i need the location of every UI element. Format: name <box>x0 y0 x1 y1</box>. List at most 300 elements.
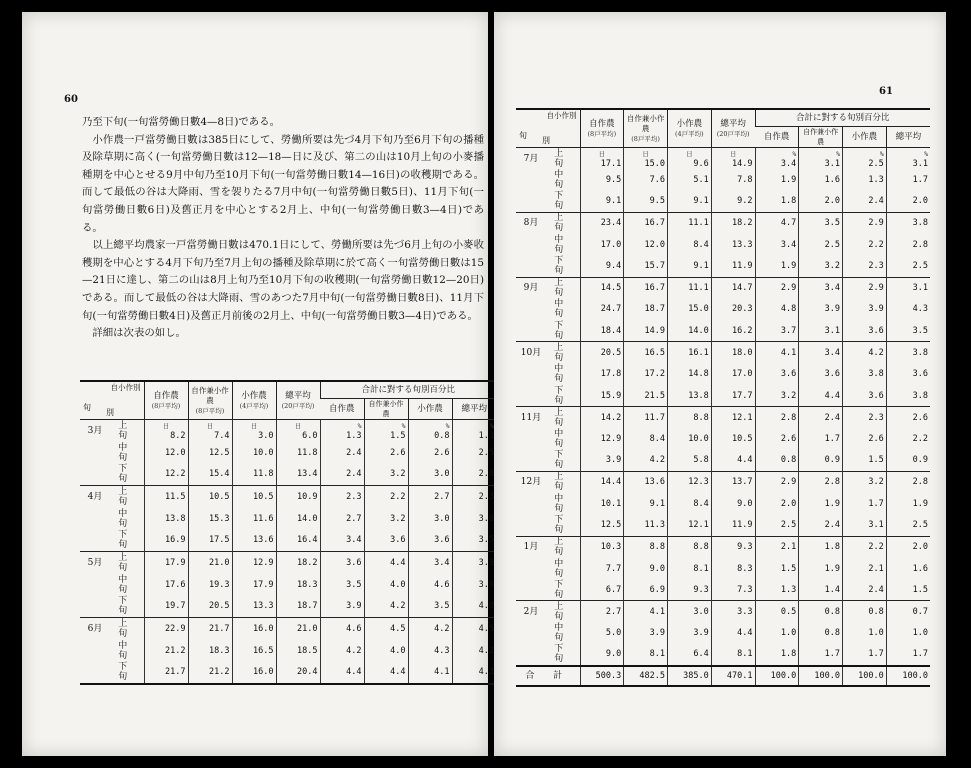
days-cell: 23.4 <box>580 212 624 234</box>
percent-cell: 2.3 <box>843 255 887 277</box>
percent-cell: 3.4 <box>799 277 843 299</box>
month-label <box>516 493 546 515</box>
xun-label: 中 旬 <box>118 640 136 661</box>
percent-cell: 2.0 <box>755 493 799 515</box>
percent-cell: 4.6 <box>320 618 364 640</box>
days-cell: 18.2 <box>276 552 320 574</box>
days-cell: 21.7 <box>144 662 188 684</box>
pct-header-avg: 總平均 <box>886 127 930 148</box>
days-cell: 7.8 <box>711 169 755 191</box>
xun-label: 下 旬 <box>554 450 572 471</box>
pct-header-kosaku: 小作農 <box>843 127 887 148</box>
xun-label: 中 旬 <box>118 442 136 463</box>
days-cell: 16.5 <box>232 640 276 662</box>
xun-label: 上 旬 <box>546 601 580 623</box>
days-cell: 10.0 <box>668 428 712 450</box>
percent-cell: % 0.8 <box>408 420 452 442</box>
xun-label: 下 旬 <box>554 385 572 406</box>
percent-cell: 1.3 <box>843 169 887 191</box>
total-days-cell: 470.1 <box>711 666 755 686</box>
days-cell: 9.4 <box>580 255 624 277</box>
percent-cell: 1.7 <box>886 169 930 191</box>
days-cell: 17.6 <box>144 574 188 596</box>
percent-cell: 2.7 <box>320 508 364 530</box>
percent-cell: 4.2 <box>320 640 364 662</box>
days-cell: 9.1 <box>668 191 712 213</box>
total-days-cell: 500.3 <box>580 666 624 686</box>
percent-cell: 4.2 <box>452 640 496 662</box>
percent-cell: 1.7 <box>799 644 843 666</box>
percent-cell: 2.1 <box>843 558 887 580</box>
days-cell: 4.2 <box>624 450 668 472</box>
days-cell: 15.4 <box>188 464 232 486</box>
table-row <box>516 536 930 558</box>
table-row <box>80 618 496 640</box>
days-cell: 13.3 <box>232 596 276 618</box>
days-cell: 17.5 <box>188 530 232 552</box>
table-row <box>516 191 930 213</box>
days-cell: 10.3 <box>580 536 624 558</box>
month-label <box>80 662 110 684</box>
days-cell: 9.0 <box>711 493 755 515</box>
table-row <box>516 493 930 515</box>
percent-cell: 3.5 <box>320 574 364 596</box>
percent-cell: 2.4 <box>320 442 364 464</box>
table-corner-header: 自小作別 旬 別 <box>80 381 144 420</box>
days-cell: 8.4 <box>624 428 668 450</box>
days-cell: 8.4 <box>668 493 712 515</box>
percent-cell: 2.6 <box>755 428 799 450</box>
days-cell: 日 14.9 <box>711 148 755 170</box>
month-label: 10月 <box>516 342 546 364</box>
table-row <box>80 640 496 662</box>
table-row <box>80 552 496 574</box>
xun-label: 上 旬 <box>118 420 136 441</box>
days-cell: 7.7 <box>580 558 624 580</box>
days-cell: 12.1 <box>711 407 755 429</box>
percent-cell: 3.9 <box>452 552 496 574</box>
percent-cell: 4.4 <box>320 662 364 684</box>
percent-cell: 2.6 <box>364 442 408 464</box>
body-text <box>82 114 484 343</box>
days-cell: 9.0 <box>580 644 624 666</box>
xun-label: 上 旬 <box>546 342 580 364</box>
month-label <box>80 596 110 618</box>
percent-cell: 3.5 <box>799 212 843 234</box>
percent-cell: 3.2 <box>755 385 799 407</box>
percent-cell: 2.4 <box>843 579 887 601</box>
days-cell: 21.0 <box>188 552 232 574</box>
days-cell: 14.9 <box>624 320 668 342</box>
days-cell: 10.5 <box>711 428 755 450</box>
table-row <box>516 255 930 277</box>
days-cell: 9.3 <box>711 536 755 558</box>
percent-cell: 2.9 <box>843 277 887 299</box>
percent-cell: 4.0 <box>364 640 408 662</box>
days-cell: 3.9 <box>624 623 668 645</box>
percent-cell: 2.6 <box>843 428 887 450</box>
days-cell: 17.9 <box>144 552 188 574</box>
days-cell: 10.1 <box>580 493 624 515</box>
page-number: 60 <box>64 94 78 105</box>
days-cell: 14.5 <box>580 277 624 299</box>
xun-label: 中 旬 <box>118 508 136 529</box>
table-row <box>80 486 496 508</box>
percent-cell: 1.3 <box>755 579 799 601</box>
days-cell: 2.7 <box>580 601 624 623</box>
days-cell: 12.1 <box>668 515 712 537</box>
days-cell: 12.5 <box>580 515 624 537</box>
days-cell: 20.5 <box>580 342 624 364</box>
days-cell: 3.9 <box>668 623 712 645</box>
days-cell: 16.7 <box>624 212 668 234</box>
days-cell: 日 6.0 <box>276 420 320 442</box>
percent-cell: 4.3 <box>886 299 930 321</box>
table-row <box>80 464 496 486</box>
month-label: 11月 <box>516 407 546 429</box>
percent-cell: 3.6 <box>886 363 930 385</box>
month-label <box>516 234 546 256</box>
percent-cell: 3.8 <box>886 212 930 234</box>
days-cell: 22.9 <box>144 618 188 640</box>
days-cell: 9.5 <box>580 169 624 191</box>
xun-label: 下 旬 <box>554 515 572 536</box>
month-label <box>516 515 546 537</box>
col-header-kosaku: 小作農 (4戸平均) <box>668 109 712 148</box>
days-cell: 9.1 <box>624 493 668 515</box>
percent-cell: 1.6 <box>886 558 930 580</box>
percent-cell: 3.4 <box>755 234 799 256</box>
days-cell: 12.9 <box>580 428 624 450</box>
month-label <box>80 530 110 552</box>
percent-cell: 4.1 <box>755 342 799 364</box>
pct-header-jikenko: 自作兼小作農 <box>799 127 843 148</box>
xun-label: 下 旬 <box>118 662 136 682</box>
days-cell: 19.7 <box>144 596 188 618</box>
percent-cell: 4.8 <box>755 299 799 321</box>
days-cell: 13.3 <box>711 234 755 256</box>
percent-cell: 2.5 <box>886 515 930 537</box>
percent-cell: 2.5 <box>755 515 799 537</box>
percent-cell: 1.9 <box>799 558 843 580</box>
month-label <box>80 442 110 464</box>
percent-cell: 2.4 <box>320 464 364 486</box>
total-days-cell: 385.0 <box>668 666 712 686</box>
col-header-jikenko: 自作兼小作農 (8戸平均) <box>188 381 232 420</box>
xun-label: 中 旬 <box>554 299 572 320</box>
xun-label: 上 旬 <box>110 552 144 574</box>
month-label <box>516 558 546 580</box>
percent-cell: % 3.1 <box>886 148 930 170</box>
table-row <box>516 320 930 342</box>
page-number: 61 <box>879 86 893 97</box>
percent-cell: 1.0 <box>755 623 799 645</box>
days-cell: 21.2 <box>188 662 232 684</box>
days-cell: 24.7 <box>580 299 624 321</box>
paragraph: 詳細は次表の如し。 <box>92 327 186 340</box>
percent-cell: 1.9 <box>755 169 799 191</box>
days-cell: 11.1 <box>668 277 712 299</box>
table-row <box>516 212 930 234</box>
table-row <box>516 601 930 623</box>
pct-header-kosaku: 小作農 <box>408 399 452 420</box>
days-cell: 14.0 <box>276 508 320 530</box>
pct-header-jikenko: 自作兼小作農 <box>364 399 408 420</box>
percent-cell: 2.1 <box>755 536 799 558</box>
pct-header-avg: 總平均 <box>452 399 496 420</box>
xun-label: 下 旬 <box>554 320 572 341</box>
days-cell: 3.9 <box>580 450 624 472</box>
days-cell: 8.8 <box>668 536 712 558</box>
days-cell: 18.3 <box>188 640 232 662</box>
percent-cell: % 1.3 <box>452 420 496 442</box>
table-row <box>516 515 930 537</box>
percent-cell: 0.5 <box>755 601 799 623</box>
days-cell: 10.5 <box>232 486 276 508</box>
month-label: 1月 <box>516 536 546 558</box>
month-label <box>516 644 546 666</box>
table-row <box>516 169 930 191</box>
percent-cell: 3.1 <box>886 277 930 299</box>
days-cell: 13.4 <box>276 464 320 486</box>
total-percent-cell: 100.0 <box>755 666 799 686</box>
percent-cell: 4.4 <box>364 662 408 684</box>
month-label <box>516 450 546 472</box>
percent-cell: 3.6 <box>799 363 843 385</box>
percent-cell: 4.3 <box>452 662 496 684</box>
xun-label: 下 旬 <box>118 596 136 617</box>
month-label <box>516 579 546 601</box>
pct-header-jisaku: 自作農 <box>320 399 364 420</box>
month-label: 3月 <box>87 425 103 436</box>
percent-cell: 2.0 <box>886 536 930 558</box>
percent-cell: 2.2 <box>364 486 408 508</box>
days-cell: 18.3 <box>276 574 320 596</box>
percent-cell: 2.3 <box>452 486 496 508</box>
table-row <box>516 342 930 364</box>
percent-cell: 3.2 <box>843 471 887 493</box>
total-label: 合 計 <box>516 666 580 686</box>
table-row <box>80 596 496 618</box>
percent-cell: 3.5 <box>408 596 452 618</box>
percent-cell: 2.2 <box>843 234 887 256</box>
month-label: 9月 <box>516 277 546 299</box>
percent-cell: % 1.3 <box>320 420 364 442</box>
percent-cell: 1.9 <box>799 493 843 515</box>
table-row <box>516 558 930 580</box>
days-cell: 21.0 <box>276 618 320 640</box>
days-cell: 19.3 <box>188 574 232 596</box>
days-cell: 7.6 <box>624 169 668 191</box>
days-cell: 14.7 <box>711 277 755 299</box>
days-cell: 13.6 <box>232 530 276 552</box>
percent-cell: 0.9 <box>799 450 843 472</box>
percent-cell: 3.9 <box>320 596 364 618</box>
total-days-cell: 482.5 <box>624 666 668 686</box>
month-label: 6月 <box>80 618 110 640</box>
xun-label: 下 旬 <box>554 191 572 212</box>
percent-cell: 4.0 <box>452 596 496 618</box>
table-row <box>80 530 496 552</box>
labor-days-table-left <box>80 380 496 685</box>
days-cell: 9.2 <box>711 191 755 213</box>
paragraph: 乃至下旬(一旬當勞働日數4—8日)である。 <box>82 116 280 128</box>
table-row <box>80 442 496 464</box>
paragraph: 以上總平均農家一戸當勞働日數は470.1日にして、勞働所要は先づ6月上旬の小麥收穫期を中心とする4月下旬乃至7月上旬の播種及除草期に於て高く一旬當勞働日數は15—21日に達し、第二の山は8月上旬乃至10月下旬の收穫期(一旬當勞働日數12—20日)である。而して最低の谷は大降雨、雪のあつた7月中旬(一旬當勞働日數8日)、11月下旬(一旬當勞働日數4日)及舊正月前後の2月上、中旬(一旬當勞働日數3—4日)である。 <box>82 239 484 322</box>
days-cell: 4.4 <box>711 450 755 472</box>
percent-cell: 3.8 <box>886 342 930 364</box>
percent-cell: 4.3 <box>408 640 452 662</box>
days-cell: 20.5 <box>188 596 232 618</box>
days-cell: 18.7 <box>276 596 320 618</box>
percent-cell: 2.5 <box>799 234 843 256</box>
col-header-avg: 總平均 (20戸平均) <box>711 109 755 148</box>
days-cell: 13.8 <box>144 508 188 530</box>
pct-group-header: 合計に對する旬別百分比 <box>755 109 930 127</box>
days-cell: 14.2 <box>580 407 624 429</box>
xun-label: 中 旬 <box>554 234 572 255</box>
total-percent-cell: 100.0 <box>886 666 930 686</box>
days-cell: 18.0 <box>711 342 755 364</box>
percent-cell: 1.5 <box>843 450 887 472</box>
percent-cell: % 2.5 <box>843 148 887 170</box>
percent-cell: 1.8 <box>755 644 799 666</box>
days-cell: 11.9 <box>711 515 755 537</box>
percent-cell: 1.6 <box>799 169 843 191</box>
xun-label: 中 旬 <box>554 493 572 514</box>
days-cell: 17.9 <box>232 574 276 596</box>
percent-cell: 1.7 <box>843 493 887 515</box>
percent-cell: 3.5 <box>452 530 496 552</box>
xun-label: 上 旬 <box>546 407 580 429</box>
table-row <box>80 508 496 530</box>
month-label <box>516 255 546 277</box>
percent-cell: 3.2 <box>799 255 843 277</box>
xun-label: 上 旬 <box>554 148 572 169</box>
table-row <box>80 574 496 596</box>
xun-label: 上 旬 <box>110 486 144 508</box>
days-cell: 14.8 <box>668 363 712 385</box>
days-cell: 14.4 <box>580 471 624 493</box>
days-cell: 16.7 <box>624 277 668 299</box>
xun-label: 下 旬 <box>554 256 572 277</box>
xun-label: 上 旬 <box>110 618 144 640</box>
percent-cell: 2.8 <box>886 471 930 493</box>
percent-cell: 4.2 <box>364 596 408 618</box>
left-page <box>22 12 494 756</box>
days-cell: 16.5 <box>624 342 668 364</box>
percent-cell: 2.8 <box>755 407 799 429</box>
xun-label: 上 旬 <box>546 212 580 234</box>
days-cell: 21.7 <box>188 618 232 640</box>
days-cell: 11.8 <box>232 464 276 486</box>
percent-cell: 1.4 <box>799 579 843 601</box>
percent-cell: 2.9 <box>755 277 799 299</box>
days-cell: 日 9.6 <box>668 148 712 170</box>
month-label <box>80 574 110 596</box>
paragraph: 小作農一戸當勞働日數は385日にして、勞働所要は先づ4月下旬乃至6月下旬の播種及除草期に高く(一旬當勞働日數は12—18—日に及び、第二の山は10月上旬の小麥播種期を中心とせる9月中旬乃至10月下旬(一旬當勞働日數14—16日)の收穫期である。而して最低の谷は大降雨、雪を袈りたる7月中旬(一旬當勞働日數5日)、11月下旬(一旬當勞働日數6日)及舊正月を中心とする2月上、中旬(一旬當勞働日數3—4日)である。 <box>82 133 484 234</box>
days-cell: 9.0 <box>624 558 668 580</box>
percent-cell: 3.0 <box>408 464 452 486</box>
percent-cell: 1.0 <box>886 623 930 645</box>
percent-cell: 2.2 <box>843 536 887 558</box>
days-cell: 13.7 <box>711 471 755 493</box>
days-cell: 8.8 <box>668 407 712 429</box>
percent-cell: 3.2 <box>364 464 408 486</box>
days-cell: 16.1 <box>668 342 712 364</box>
days-cell: 16.0 <box>232 618 276 640</box>
percent-cell: 0.7 <box>886 601 930 623</box>
table-row <box>516 234 930 256</box>
days-cell: 4.4 <box>711 623 755 645</box>
col-header-avg: 總平均 (20戸平均) <box>276 381 320 420</box>
table-row <box>516 299 930 321</box>
percent-cell: 2.4 <box>799 515 843 537</box>
pct-header-jisaku: 自作農 <box>755 127 799 148</box>
table-row <box>516 579 930 601</box>
xun-label: 中 旬 <box>554 364 572 385</box>
col-header-jikenko: 自作兼小作農 (8戸平均) <box>624 109 668 148</box>
percent-cell: 4.4 <box>364 552 408 574</box>
percent-cell: 3.4 <box>320 530 364 552</box>
table-row <box>516 471 930 493</box>
total-row <box>516 666 930 686</box>
days-cell: 18.7 <box>624 299 668 321</box>
days-cell: 3.0 <box>668 601 712 623</box>
month-label <box>516 385 546 407</box>
percent-cell: 2.2 <box>886 428 930 450</box>
days-cell: 8.1 <box>624 644 668 666</box>
days-cell: 8.8 <box>624 536 668 558</box>
days-cell: 9.3 <box>668 579 712 601</box>
percent-cell: 4.2 <box>843 342 887 364</box>
percent-cell: 1.8 <box>799 536 843 558</box>
col-header-jisaku: 自作農 (8戸平均) <box>580 109 624 148</box>
percent-cell: 4.1 <box>408 662 452 684</box>
days-cell: 12.0 <box>144 442 188 464</box>
days-cell: 12.5 <box>188 442 232 464</box>
percent-cell: 3.6 <box>408 530 452 552</box>
month-label <box>80 508 110 530</box>
xun-label: 上 旬 <box>546 536 580 558</box>
days-cell: 10.9 <box>276 486 320 508</box>
percent-cell: 3.2 <box>364 508 408 530</box>
percent-cell: 1.9 <box>886 493 930 515</box>
percent-cell: 2.5 <box>452 442 496 464</box>
labor-days-table-right <box>516 108 930 687</box>
days-cell: 8.1 <box>711 644 755 666</box>
percent-cell: 0.9 <box>886 450 930 472</box>
days-cell: 11.7 <box>624 407 668 429</box>
percent-cell: 3.6 <box>364 530 408 552</box>
percent-cell: 3.9 <box>843 299 887 321</box>
days-cell: 8.3 <box>711 558 755 580</box>
percent-cell: 2.3 <box>843 407 887 429</box>
percent-cell: 1.0 <box>843 623 887 645</box>
total-percent-cell: 100.0 <box>799 666 843 686</box>
table-row <box>516 148 930 170</box>
percent-cell: 2.0 <box>799 191 843 213</box>
percent-cell: 3.1 <box>843 515 887 537</box>
xun-label: 下 旬 <box>554 579 572 600</box>
days-cell: 9.5 <box>624 191 668 213</box>
month-label <box>516 363 546 385</box>
percent-cell: 1.5 <box>886 579 930 601</box>
percent-cell: 3.9 <box>799 299 843 321</box>
col-header-jisaku: 自作農 (8戸平均) <box>144 381 188 420</box>
right-page <box>494 12 946 756</box>
percent-cell: 3.4 <box>799 342 843 364</box>
